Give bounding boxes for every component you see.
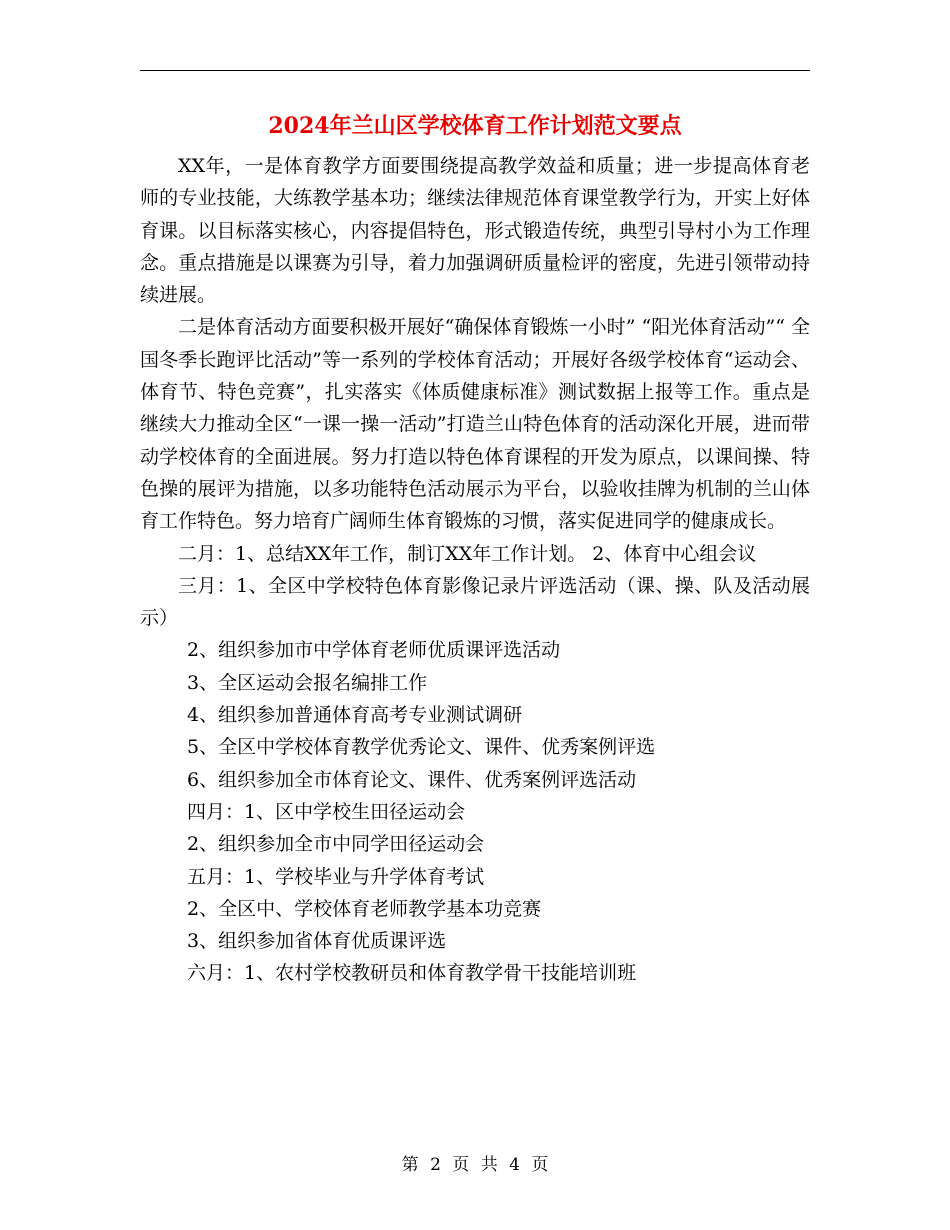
may-heading: 五月：1、学校毕业与升学体育考试 xyxy=(187,865,485,888)
april-heading: 四月：1、区中学校生田径运动会 xyxy=(187,800,466,823)
may-item-3: 3、组织参加省体育优质课评选 xyxy=(187,930,447,953)
may-item-2: 2、全区中、学校体育老师教学基本功竞赛 xyxy=(187,897,542,920)
document-body xyxy=(140,150,810,990)
page-number: 第 2 页 共 4 页 xyxy=(401,1155,549,1175)
march-item-3: 3、全区运动会报名编排工作 xyxy=(187,671,428,694)
paragraph-teaching: XX年，一是体育教学方面要围绕提高教学效益和质量；进一步提高体育老师的专业技能，大练教学基本功；继续法律规范体育课堂教学行为，开实上好体育课。以目标落实核心，内容提倡特色，形式锻造传统，典型引导村小为工作理念。重点措施是以课赛为引导，着力加强调研质量检评的密度，先进引领带动持续进展。 xyxy=(140,155,810,307)
paragraph-activities: 二是体育活动方面要积极开展好“确保体育锻炼一小时” “阳光体育活动”“ 全国冬季长跑评比活动”等一系列的学校体育活动；开展好各级学校体育“运动会、体育节、特色竞赛”，扎实落实《体质健康标准》测试数据上报等工作。重点是继续大力推动全区“一课一操一活动”打造兰山特色体育的活动深化开展，进而带动学校体育的全面进展。努力打造以特色体育课程的开发为原点，以课间操、特色操的展评为措施，以多功能特色活动展示为平台，以验收挂牌为机制的兰山体育工作特色。努力培育广阔师生体育锻炼的习惯，落实促进同学的健康成长。 xyxy=(140,316,810,533)
document-title: 2024年兰山区学校体育工作计划范文要点 xyxy=(268,113,682,139)
header-rule xyxy=(140,70,810,71)
paragraph-march: 三月：1、全区中学校特色体育影像记录片评选活动（课、操、队及活动展示） xyxy=(140,574,810,630)
paragraph-february: 二月：1、总结XX年工作，制订XX年工作计划。 2、体育中心组会议 xyxy=(178,542,757,565)
march-item-5: 5、全区中学校体育教学优秀论文、课件、优秀案例评选 xyxy=(187,736,656,759)
march-item-2: 2、组织参加市中学体育老师优质课评选活动 xyxy=(187,639,561,662)
march-item-4: 4、组织参加普通体育高考专业测试调研 xyxy=(187,704,523,727)
march-item-6: 6、组织参加全市体育论文、课件、优秀案例评选活动 xyxy=(187,768,637,791)
april-item-2: 2、组织参加全市中同学田径运动会 xyxy=(187,833,485,856)
june-heading: 六月：1、农村学校教研员和体育教学骨干技能培训班 xyxy=(187,962,637,985)
